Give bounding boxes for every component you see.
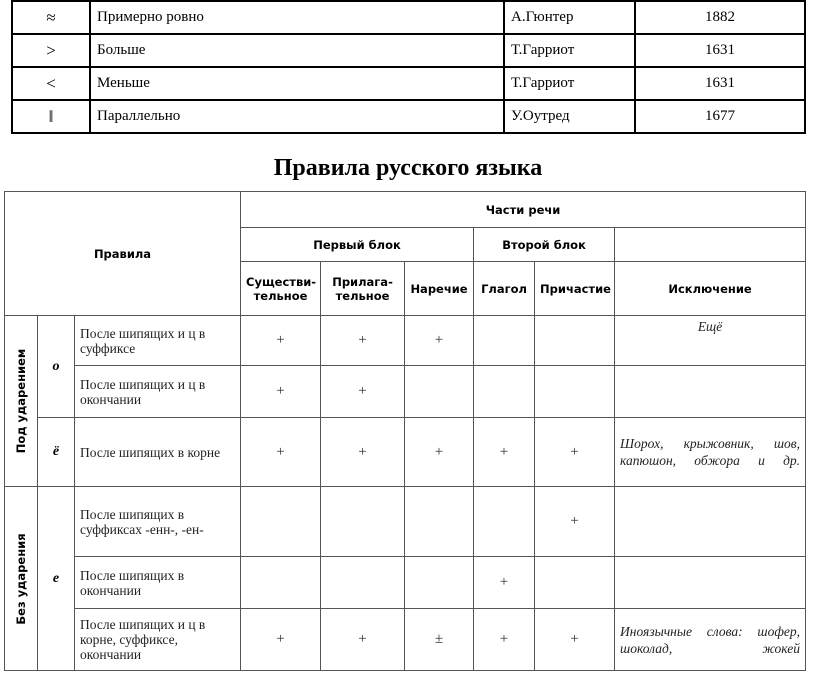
name-cell: Больше (90, 34, 504, 67)
author-cell: У.Оутред (504, 100, 635, 133)
adjective-header: Прилага- тельное (321, 262, 405, 316)
rule-cell: После шипящих и ц в окончании (75, 366, 241, 418)
header-row (5, 192, 806, 228)
noun-mark (241, 557, 321, 609)
noun-mark: + (241, 366, 321, 418)
name-cell: Параллельно (90, 100, 504, 133)
vowel-yo: ё (38, 418, 75, 487)
exception-header: Исключение (615, 262, 806, 316)
noun-mark: + (241, 316, 321, 366)
stressed-group-label (5, 316, 38, 487)
rules-table (4, 191, 806, 671)
exception-cell (615, 366, 806, 418)
noun-mark (241, 487, 321, 557)
verb-mark (474, 366, 535, 418)
adverb-mark: ± (405, 609, 474, 671)
symbols-table (11, 0, 806, 134)
noun-mark: + (241, 418, 321, 487)
symbol-cell: > (12, 34, 90, 67)
noun-mark: + (241, 609, 321, 671)
year-cell: 1631 (635, 34, 805, 67)
table-row (12, 67, 805, 100)
second-block-header: Второй блок (474, 228, 615, 262)
exception-cell (615, 557, 806, 609)
adverb-mark: + (405, 316, 474, 366)
table-row (12, 100, 805, 133)
participle-mark: + (535, 487, 615, 557)
blank-header-cell (615, 228, 806, 262)
rule-cell: После шипящих в корне (75, 418, 241, 487)
name-cell: Примерно ровно (90, 1, 504, 34)
adjective-mark: + (321, 609, 405, 671)
rules-header: Правила (5, 192, 241, 316)
participle-mark: + (535, 609, 615, 671)
adjective-mark (321, 487, 405, 557)
rule-cell: После шипящих и ц в суффиксе (75, 316, 241, 366)
rule-cell: После шипящих и ц в корне, суффиксе, окончании (75, 609, 241, 671)
participle-header: Причастие (535, 262, 615, 316)
verb-mark (474, 316, 535, 366)
noun-header: Существи- тельное (241, 262, 321, 316)
verb-mark: + (474, 609, 535, 671)
adverb-mark (405, 487, 474, 557)
rule-cell: После шипящих в окончании (75, 557, 241, 609)
author-cell: Т.Гарриот (504, 67, 635, 100)
table-row (12, 1, 805, 34)
year-cell: 1677 (635, 100, 805, 133)
stressed-group-text: Под ударением (14, 348, 28, 454)
exception-cell: Иноязычные слова: шофер, шоколад, жокей (615, 609, 806, 671)
unstressed-group-label (5, 487, 38, 671)
verb-header: Глагол (474, 262, 535, 316)
symbol-cell: ‖ (12, 100, 90, 133)
verb-mark (474, 487, 535, 557)
table-row (5, 366, 806, 418)
verb-mark: + (474, 418, 535, 487)
adverb-mark (405, 366, 474, 418)
table-row (5, 609, 806, 671)
adjective-mark: + (321, 316, 405, 366)
name-cell: Меньше (90, 67, 504, 100)
vowel-e: е (38, 487, 75, 671)
table-row (5, 487, 806, 557)
symbol-cell: < (12, 67, 90, 100)
page-title: Правила русского языка (273, 155, 543, 181)
adjective-mark: + (321, 418, 405, 487)
exception-cell: Шорох, крыжовник, шов, капюшон, обжора и др. (615, 418, 806, 487)
parts-of-speech-header: Части речи (241, 192, 806, 228)
first-block-header: Первый блок (241, 228, 474, 262)
year-cell: 1882 (635, 1, 805, 34)
adverb-header: Наречие (405, 262, 474, 316)
year-cell: 1631 (635, 67, 805, 100)
table-row (5, 418, 806, 487)
unstressed-group-text: Без ударения (14, 532, 28, 625)
table-row (12, 34, 805, 67)
author-cell: А.Гюнтер (504, 1, 635, 34)
symbol-cell: ≈ (12, 1, 90, 34)
adverb-mark (405, 557, 474, 609)
exception-cell (615, 487, 806, 557)
participle-mark: + (535, 418, 615, 487)
verb-mark: + (474, 557, 535, 609)
vowel-o: о (38, 316, 75, 418)
rule-cell: После шипящих в суффиксах -енн-, -ен- (75, 487, 241, 557)
exception-cell: Ещё (615, 316, 806, 366)
author-cell: Т.Гарриот (504, 34, 635, 67)
adverb-mark: + (405, 418, 474, 487)
adjective-mark (321, 557, 405, 609)
participle-mark (535, 316, 615, 366)
participle-mark (535, 366, 615, 418)
adjective-mark: + (321, 366, 405, 418)
participle-mark (535, 557, 615, 609)
table-row (5, 557, 806, 609)
table-row (5, 316, 806, 366)
